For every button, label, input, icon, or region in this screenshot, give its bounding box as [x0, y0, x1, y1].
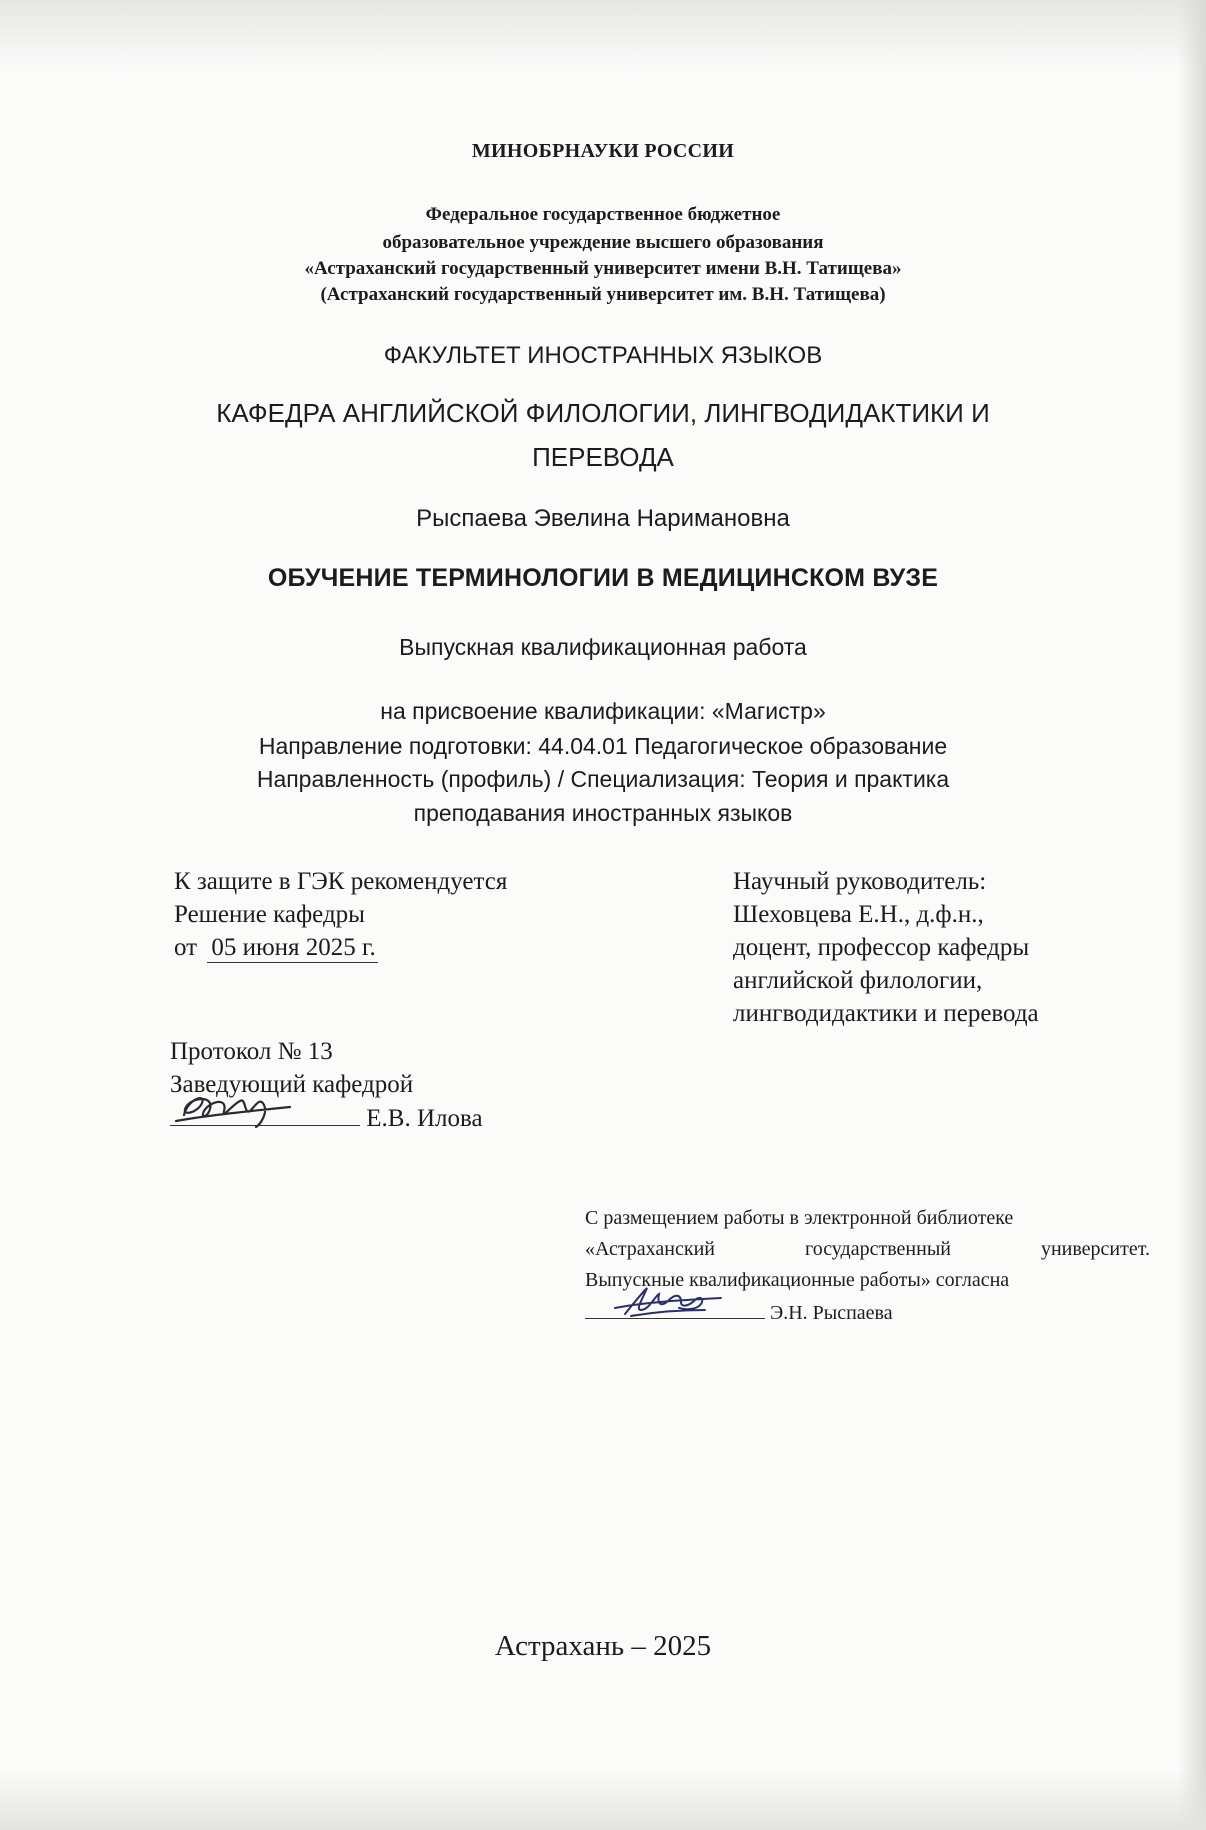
consent-line-1: С размещением работы в электронной библиотеке: [585, 1207, 1014, 1229]
institution-line-4: (Астраханский государственный университет им. В.Н. Татищева): [320, 284, 886, 305]
supervisor-line-5: лингводидактики и перевода: [733, 1000, 1039, 1027]
institution-line-3: «Астраханский государственный университет имени В.Н. Татищева»: [304, 258, 902, 279]
supervisor-line-3: доцент, профессор кафедры: [733, 934, 1030, 961]
consent-line-2: «Астраханский государственный университет.: [585, 1238, 1150, 1260]
department-line-2: ПЕРЕВОДА: [532, 442, 674, 472]
decision-date: 05 июня 2025 г.: [207, 934, 377, 963]
defense-line-2: Решение кафедры: [174, 901, 365, 928]
supervisor-line-4: английской филологии,: [733, 967, 983, 994]
institution-line-2: образовательное учреждение высшего образования: [382, 232, 824, 253]
head-signature: [170, 1085, 320, 1131]
city-year: Астрахань – 2025: [494, 1630, 712, 1662]
head-name: Е.В. Илова: [366, 1105, 483, 1132]
scan-shade-bottom: [0, 1770, 1206, 1830]
supervisor-line-2: Шеховцева Е.Н., д.ф.н.,: [733, 901, 984, 928]
protocol-number: Протокол № 13: [170, 1038, 333, 1065]
signature-line: [170, 1101, 360, 1126]
direction-line: Направление подготовки: 44.04.01 Педагогическое образование: [258, 733, 948, 759]
profile-line-1: Направленность (профиль) / Специализация: Теория и практика: [256, 766, 950, 792]
defense-block: [174, 865, 507, 964]
profile-line-2: преподавания иностранных языков: [413, 800, 793, 826]
author-name: Рыспаева Эвелина Наримановна: [416, 505, 790, 532]
scan-shade-top: [0, 0, 1206, 70]
author-signature: [585, 1280, 735, 1324]
head-of-department-label: Заведующий кафедрой: [170, 1071, 414, 1098]
defense-date-row: [174, 931, 507, 964]
faculty-heading: ФАКУЛЬТЕТ ИНОСТРАННЫХ ЯЗЫКОВ: [383, 342, 823, 369]
department-line-1: КАФЕДРА АНГЛИЙСКОЙ ФИЛОЛОГИИ, ЛИНГВОДИДАКТИКИ И: [216, 398, 990, 428]
consent-signature-line: [585, 1296, 765, 1319]
work-type: Выпускная квалификационная работа: [399, 634, 807, 660]
consent-signer: Э.Н. Рыспаева: [770, 1302, 893, 1324]
institution-line-1: Федеральное государственное бюджетное: [425, 204, 781, 225]
protocol-block: [170, 1035, 483, 1135]
head-signature-row: [170, 1101, 483, 1135]
thesis-title: ОБУЧЕНИЕ ТЕРМИНОЛОГИИ В МЕДИЦИНСКОМ ВУЗЕ: [267, 564, 939, 592]
supervisor-line-1: Научный руководитель:: [733, 868, 987, 895]
qualification-line: на присвоение квалификации: «Магистр»: [380, 698, 826, 724]
defense-line-1: К защите в ГЭК рекомендуется: [174, 868, 508, 895]
supervisor-block: [733, 865, 1039, 1030]
consent-signature-row: [585, 1296, 1150, 1329]
date-prefix: от: [174, 934, 198, 961]
consent-line-3: Выпускные квалификационные работы» согласна: [585, 1269, 1010, 1291]
library-consent-block: [585, 1203, 1150, 1329]
ministry-heading: МИНОБРНАУКИ РОССИИ: [471, 140, 735, 162]
